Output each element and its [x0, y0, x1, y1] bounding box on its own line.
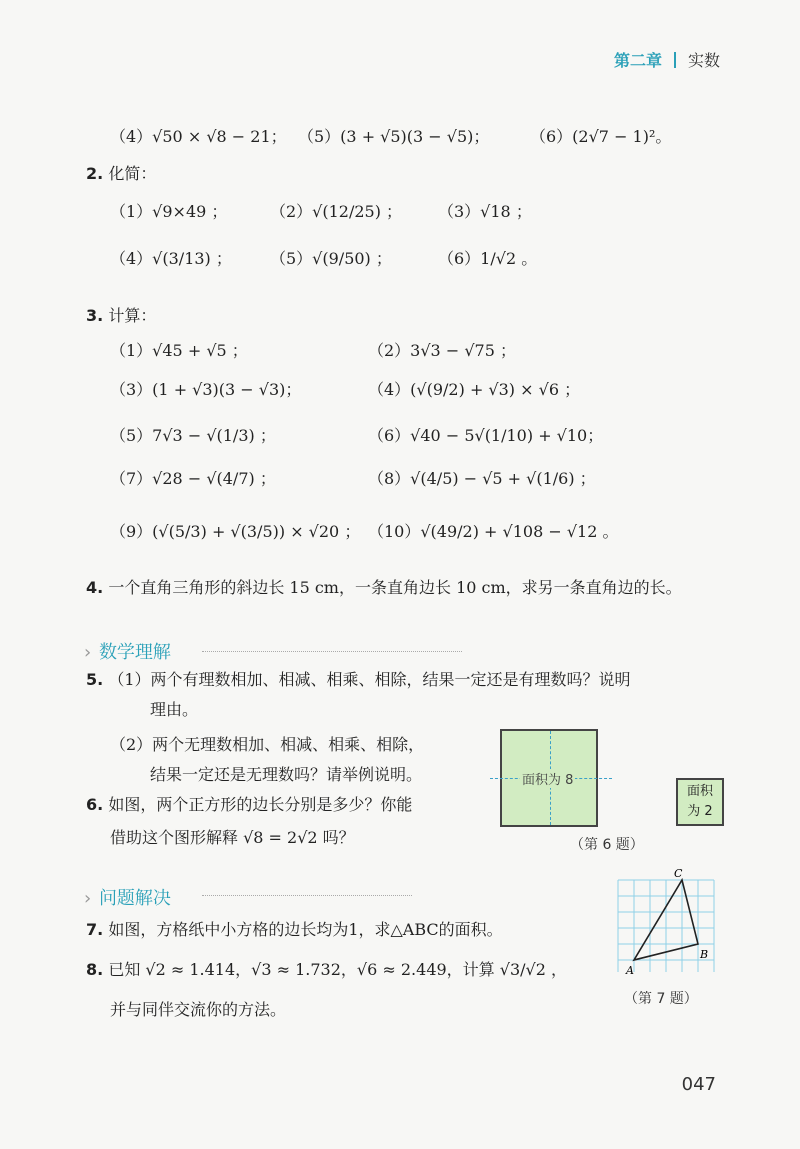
q7-text: 如图，方格纸中小方格的边长均为1，求△ABC的面积。 [108, 920, 503, 939]
q3-item-2: （2）3√3 − √75 ； [368, 341, 516, 360]
chapter-title: 第二章 [613, 51, 662, 70]
section-divider [202, 895, 412, 896]
q2-item-4: （4）√(3/13) ； [110, 249, 232, 268]
q5-part-1 [86, 668, 631, 692]
section-problem-title: 问题解决 [98, 888, 171, 909]
figure7-grid-triangle [612, 866, 724, 978]
page-number: 047 [681, 1074, 716, 1095]
figure7-caption: （第 7 题） [624, 991, 698, 1007]
q7-number: 7. [86, 920, 104, 939]
vertex-b-label: B [700, 948, 709, 961]
figure6-large-square [500, 729, 598, 827]
figure6-large-label: 面积为 8 [520, 769, 575, 788]
q6-line-1 [86, 793, 412, 817]
header-divider [674, 52, 676, 68]
q8-line-1 [86, 958, 567, 982]
q8-number: 8. [86, 960, 104, 979]
chapter-header [614, 48, 720, 71]
figure6-small-label-2: 为 2 [687, 804, 713, 819]
q5-part2-cont: 结果一定还是无理数吗？请举例说明。 [150, 765, 423, 784]
q7 [86, 918, 503, 942]
q5-number: 5. [86, 670, 104, 689]
section-title: 实数 [687, 51, 720, 70]
q4-text: 一个直角三角形的斜边长 15 cm，一条直角边长 10 cm，求另一条直角边的长。 [108, 578, 682, 597]
vertex-a-label: A [626, 964, 634, 977]
q4-number: 4. [86, 578, 104, 597]
figure6-caption: （第 6 题） [570, 837, 644, 853]
vertex-c-label: C [674, 867, 683, 880]
chevron-right-icon: › [84, 642, 92, 663]
figure6-small-square [676, 778, 724, 826]
chevron-right-icon: › [84, 888, 92, 909]
q2-item-1: （1）√9×49 ； [110, 202, 228, 221]
q5-part2-text: （2）两个无理数相加、相减、相乘、相除， [110, 735, 425, 754]
q2-number: 2. [86, 164, 104, 183]
q4 [86, 576, 682, 600]
figure6-small-label-1: 面积 [686, 784, 713, 799]
q3-item-1: （1）√45 + √5 ； [110, 341, 248, 360]
q3-number: 3. [86, 306, 104, 325]
q8-text-a: 已知 √2 ≈ 1.414，√3 ≈ 1.732，√6 ≈ 2.449，计算 √3/√2 ， [108, 960, 567, 979]
q3-item-9: （9）(√(5/3) + √(3/5)) × √20 ； [110, 522, 361, 541]
q3-item-4: （4）(√(9/2) + √3) × √6 ； [368, 380, 581, 399]
q6-text-a: 如图，两个正方形的边长分别是多少？你能 [108, 795, 413, 814]
section-math-understanding [84, 638, 171, 664]
q8-line-2: 并与同伴交流你的方法。 [110, 1000, 287, 1019]
q2-item-2: （2）√(12/25) ； [270, 202, 403, 221]
q3-item-7: （7）√28 − √(4/7) ； [110, 469, 276, 488]
q1-item-6: （6）(2√7 − 1)²。 [530, 127, 672, 146]
q3-item-6: （6）√40 − 5√(1/10) + √10； [368, 426, 604, 445]
q2-title: 化简： [108, 164, 157, 183]
q2-heading [86, 162, 156, 186]
q1-item-5: （5）(3 + √5)(3 − √5)； [298, 127, 490, 146]
q3-title: 计算： [108, 306, 157, 325]
q3-item-8: （8）√(4/5) − √5 + √(1/6) ； [368, 469, 596, 488]
section-divider [202, 651, 462, 652]
q5-part1-text: （1）两个有理数相加、相减、相乘、相除，结果一定还是有理数吗？说明 [108, 670, 631, 689]
q6-number: 6. [86, 795, 104, 814]
q2-item-6: （6）1/√2 。 [438, 249, 538, 268]
section-problem-solving [84, 884, 171, 910]
q2-item-3: （3）√18 ； [438, 202, 532, 221]
q3-heading [86, 304, 156, 328]
q2-item-5: （5）√(9/50) ； [270, 249, 392, 268]
q6-line-2: 借助这个图形解释 √8 = 2√2 吗？ [110, 828, 355, 847]
section-math-title: 数学理解 [98, 642, 171, 663]
q5-part1-cont: 理由。 [150, 700, 199, 719]
q1-item-4: （4）√50 × √8 − 21； [110, 127, 287, 146]
q3-item-10: （10）√(49/2) + √108 − √12 。 [368, 522, 619, 541]
q3-item-3: （3）(1 + √3)(3 − √3)； [110, 380, 302, 399]
q3-item-5: （5）7√3 − √(1/3) ； [110, 426, 276, 445]
